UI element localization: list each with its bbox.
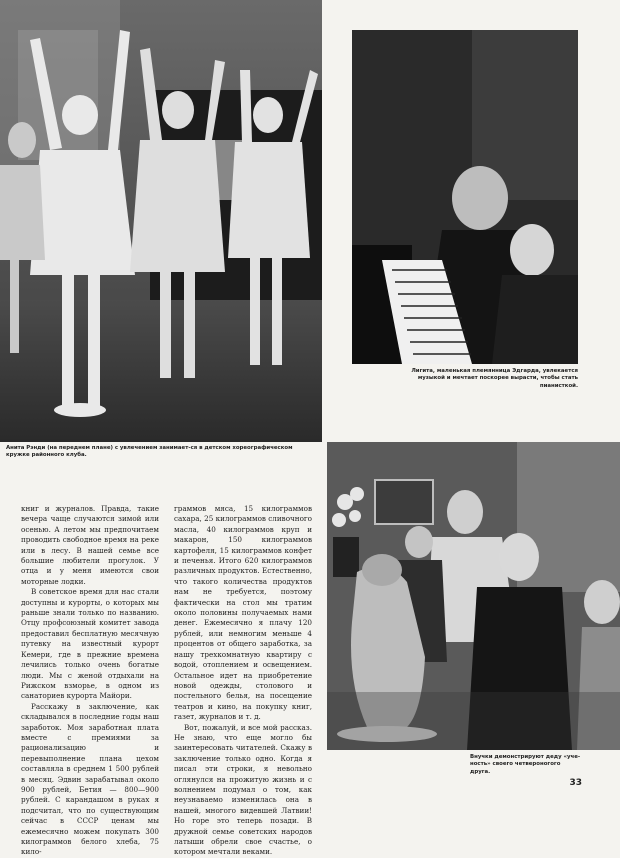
column-1-paragraph: книг и журналов. Правда, такие вечера чаще случаются зимой или осенью. А летом мы предпочитаем проводить свободное время на реке или в лесу. В нашей семье все большие любители прогулок. У отца и у меня имеются свои моторные лодки. [21, 504, 159, 586]
family-caption: Внучки демонстрируют деду «уче-ность» своего четвероногого друга. [470, 754, 581, 775]
ballet-photo-image [0, 0, 322, 442]
article-column-1 [21, 504, 159, 858]
column-1-paragraph: Расскажу в заключение, как складывался в последние годы наш заработок. Моя заработная плата вместе с премиями за рационализацию и перевыполнение плана цехом составляла в среднем 1 500 рублей в месяц. Эдвин зарабатывал около 900 рублей, Бетия — 800—900 рублей. С карандашом в руках я подсчитал, что по существующим сейчас в СССР ценам мы ежемесячно можем покупать 300 килограммов белого хлеба, 75 кило- [21, 701, 159, 857]
ballet-photo [0, 0, 322, 442]
column-2-paragraph: граммов мяса, 15 килограммов сахара, 25 килограммов сливочного масла, 40 килограммов круп и макарон, 150 килограммов картофеля, 15 килограммов конфет и печенья. Итого 620 килограммов различных продуктов. Естественно, что такого количества продуктов нам не требуется, поэтому фактически на стол мы тратим около половины получаемых нами денег. Ежемесячно я плачу 120 рублей, или немногим меньше 4 процентов от общего заработка, за нашу трехкомнатную квартиру с водой, отоплением и освещением. Остальное идет на приобретение новой одежды, столового и постельного белья, на посещение театров и кино, на покупку книг, газет, журналов и т. д. [174, 504, 312, 722]
page-number: 33 [569, 778, 582, 788]
column-2-paragraph: Вот, пожалуй, и все мой рассказ. Не знаю, что еще могло бы заинтересовать читателей. Скажу в заключение только одно. Когда я писал эти строки, я невольно оглянулся на прожитую жизнь и с волнением подумал о том, как неузнаваемо изменилась она в нашей, многого видевшей Латвии! Но горе это теперь позади. В дружной семье советских народов латыши обрели свое счастье, о котором мечтали веками. [174, 722, 312, 857]
piano-photo [352, 30, 578, 364]
piano-photo-image [352, 30, 578, 364]
family-photo [327, 442, 620, 750]
family-photo-image [327, 442, 620, 750]
article-column-2 [174, 504, 312, 858]
ballet-caption: Анита Рэнди (на переднем плане) с увлечением занимает-ся в детском хореографическом кружке районного клуба. [6, 445, 293, 459]
column-1-paragraph: В советское время для нас стали доступны и курорты, о которых мы раньше знали только по названию. Отцу профсоюзный комитет завода предоставил бесплатную месячную путевку на известный курорт Кемери, где в прежние времена лечились только очень богатые люди. Мы с женой отдыхали на Рижском взморье, в одном из санаториев курорта Майори. [21, 587, 159, 701]
piano-caption: Лигита, маленькая племянница Эдгарда, увлекается музыкой и мечтает поскорее вырасти, чтобы стать пианисткой. [411, 368, 578, 389]
